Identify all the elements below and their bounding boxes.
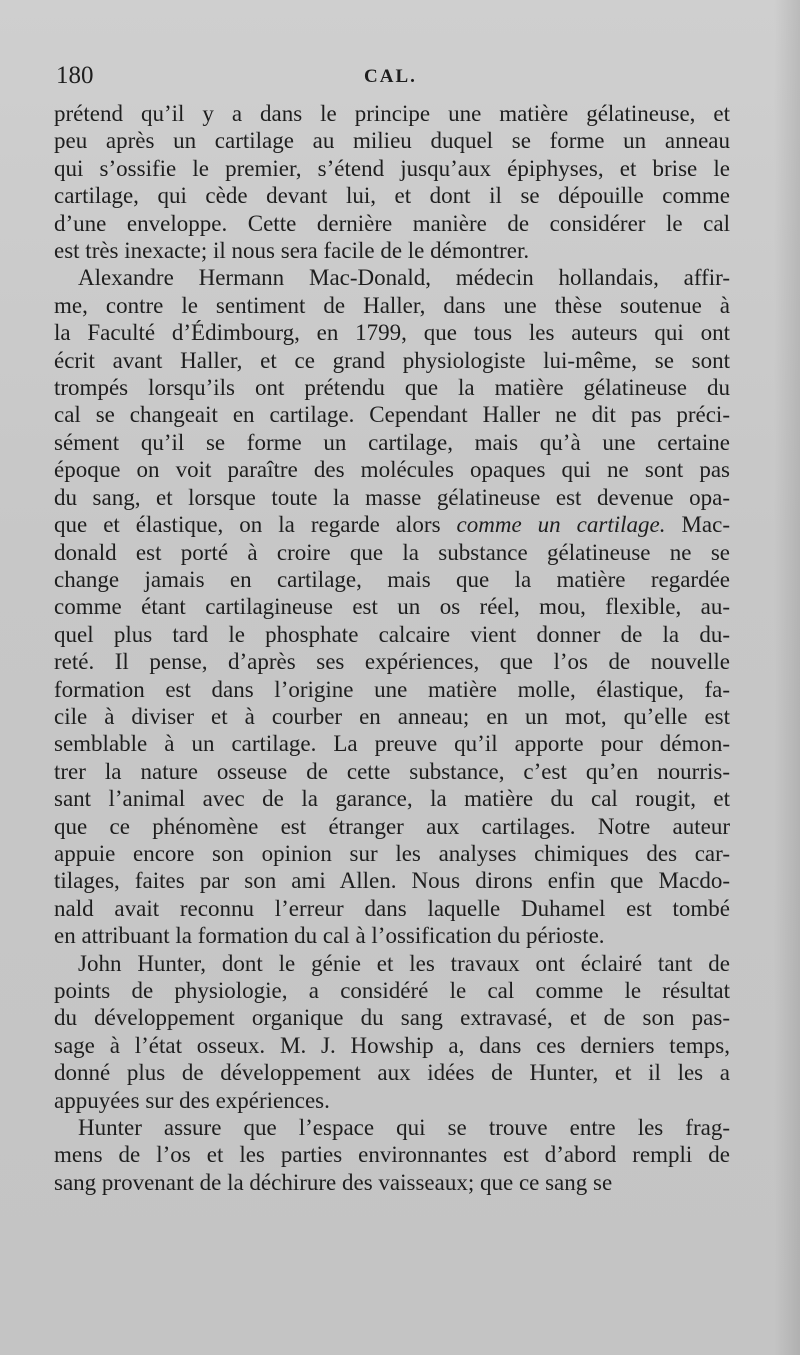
- text-line: donald est porté à croire que la substance gélatineuse ne se: [54, 539, 730, 565]
- text-line: sage à l’état osseux. M. J. Howship a, dans ces derniers temps,: [54, 1032, 730, 1058]
- text-line: trompés lorsqu’ils ont prétendu que la matière gélatineuse du: [54, 375, 730, 401]
- body-text: [54, 100, 730, 1196]
- text-line: nald avait reconnu l’erreur dans laquelle Duhamel est tombé: [54, 895, 730, 921]
- text-line: change jamais en cartilage, mais que la matière regardée: [54, 566, 730, 592]
- text-line: Hunter assure que l’espace qui se trouve entre les frag-: [78, 1115, 730, 1141]
- text-line: d’une enveloppe. Cette dernière manière de considérer le cal: [54, 210, 730, 236]
- text-line: semblable à un cartilage. La preuve qu’il apporte pour démon-: [54, 731, 730, 757]
- text-line: sément qu’il se forme un cartilage, mais qu’à une certaine: [54, 429, 730, 455]
- text-line: me, contre le sentiment de Haller, dans une thèse soutenue à: [54, 292, 730, 318]
- text-line: prétend qu’il y a dans le principe une matière gélatineuse, et: [54, 101, 730, 126]
- text-line: écrit avant Haller, et ce grand physiologiste lui-même, se sont: [54, 347, 730, 373]
- page-number: 180: [56, 62, 94, 89]
- text-line: cile à diviser et à courber en anneau; en un mot, qu’elle est: [54, 703, 730, 729]
- text-line: formation est dans l’origine une matière molle, élastique, fa-: [54, 676, 730, 702]
- text-line: en attribuant la formation du cal à l’ossification du périoste.: [54, 923, 605, 949]
- text-line: appuie encore son opinion sur les analyses chimiques des car-: [54, 840, 730, 866]
- text-line: qui s’ossifie le premier, s’étend jusqu’aux épiphyses, et brise le: [54, 155, 730, 181]
- text-line: donné plus de développement aux idées de Hunter, et il les a: [54, 1060, 730, 1086]
- text-line: comme étant cartilagineuse est un os réel, mou, flexible, au-: [54, 594, 730, 620]
- text-line: Alexandre Hermann Mac-Donald, médecin hollandais, affir-: [78, 265, 730, 291]
- text-line: du sang, et lorsque toute la masse gélatineuse est devenue opa-: [54, 484, 730, 510]
- text-line: appuyées sur des expériences.: [54, 1087, 330, 1113]
- text-line: tilages, faites par son ami Allen. Nous dirons enfin que Macdo-: [54, 868, 730, 894]
- running-head: CAL.: [364, 66, 417, 87]
- text-line: sang provenant de la déchirure des vaisseaux; que ce sang se: [54, 1169, 613, 1195]
- text-line: que et élastique, on la regarde alors comme un cartilage. Mac-: [54, 512, 730, 538]
- page-edge-shadow: [774, 0, 800, 1355]
- text-line: sant l’animal avec de la garance, la matière du cal rougit, et: [54, 786, 730, 812]
- text-line: cal se changeait en cartilage. Cependant Haller ne dit pas préci-: [54, 402, 730, 428]
- text-line: cartilage, qui cède devant lui, et dont il se dépouille comme: [54, 183, 730, 209]
- text-line: la Faculté d’Édimbourg, en 1799, que tous les auteurs qui ont: [54, 320, 730, 346]
- text-line: que ce phénomène est étranger aux cartilages. Notre auteur: [54, 813, 730, 839]
- text-line: trer la nature osseuse de cette substance, c’est qu’en nourris-: [54, 758, 730, 784]
- text-line: John Hunter, dont le génie et les travaux ont éclairé tant de: [78, 950, 730, 976]
- text-line: mens de l’os et les parties environnantes est d’abord rempli de: [54, 1142, 730, 1168]
- text-line: du développement organique du sang extravasé, et de son pas-: [54, 1005, 730, 1031]
- text-line: époque on voit paraître des molécules opaques qui ne sont pas: [54, 457, 730, 483]
- text-line: points de physiologie, a considéré le cal comme le résultat: [54, 978, 730, 1003]
- text-line: quel plus tard le phosphate calcaire vient donner de la du-: [54, 621, 730, 647]
- page-header: [56, 62, 730, 92]
- text-line: est très inexacte; il nous sera facile de le démontrer.: [54, 238, 530, 264]
- text-line: peu après un cartilage au milieu duquel se forme un anneau: [54, 128, 730, 154]
- text-line: reté. Il pense, d’après ses expériences, que l’os de nouvelle: [54, 649, 730, 675]
